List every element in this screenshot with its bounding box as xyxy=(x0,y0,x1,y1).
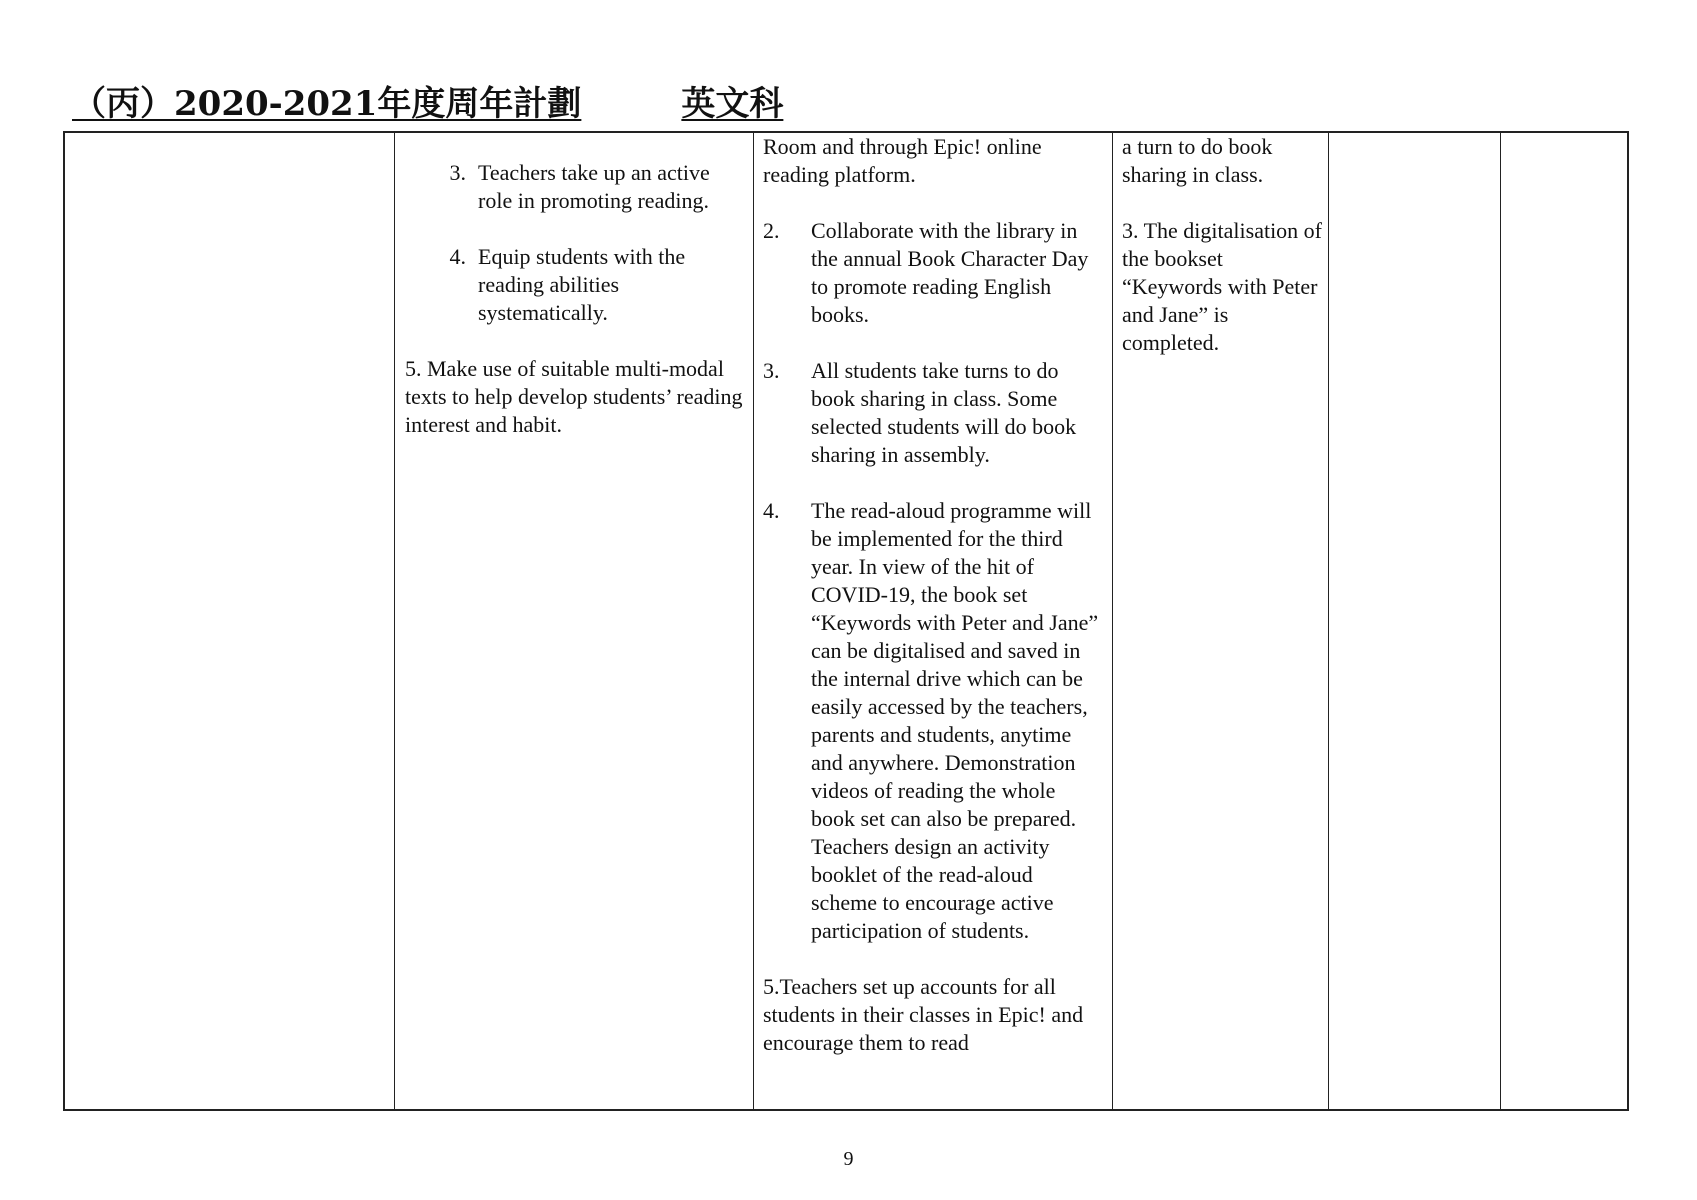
continued-text: a turn to do book sharing in class. xyxy=(1122,134,1273,187)
list-item: 3. Teachers take up an active role in promoting reading. xyxy=(449,160,710,213)
list-item: 4. The read-aloud programme will be implemented for the third year. In view of the hit of COVID-19, the book set “Keywords with Peter and Jane” can be digitalised and saved in the internal drive which can be easily accessed by the teachers, parents and students, anytime and anywhere. Demonstration videos of reading the whole book set can also be prepared. Teachers design an activity booklet of the read-aloud scheme to encourage active participation of students. xyxy=(763,498,1099,943)
page-title xyxy=(72,82,783,126)
table-column-1 xyxy=(65,133,395,1109)
plan-title: （丙）2020-2021年度周年計劃 xyxy=(72,84,582,124)
continued-text: Room and through Epic! online reading platform. xyxy=(763,134,1042,187)
table-column-success-criteria xyxy=(1113,133,1329,1109)
table-column-6 xyxy=(1501,133,1627,1109)
list-item: 5. Make use of suitable multi-modal texts to help develop students’ reading interest and habit. xyxy=(405,356,743,437)
table-column-tasks xyxy=(754,133,1113,1109)
list-item: 4. Equip students with the reading abilities systematically. xyxy=(449,244,686,325)
list-item: 5.Teachers set up accounts for all students in their classes in Epic! and encourage them to read xyxy=(763,974,1084,1055)
annual-plan-table xyxy=(63,131,1629,1111)
list-item: 3. All students take turns to do book sharing in class. Some selected students will do book sharing in assembly. xyxy=(763,358,1077,467)
list-item: 2. Collaborate with the library in the annual Book Character Day to promote reading English books. xyxy=(763,218,1089,327)
subject-title: 英文科 xyxy=(681,84,784,124)
list-item: 3. The digitalisation of the bookset “Keywords with Peter and Jane” is completed. xyxy=(1122,218,1323,355)
table-column-5 xyxy=(1329,133,1501,1109)
page-number: 9 xyxy=(843,1148,854,1170)
table-column-strategies xyxy=(395,133,754,1109)
